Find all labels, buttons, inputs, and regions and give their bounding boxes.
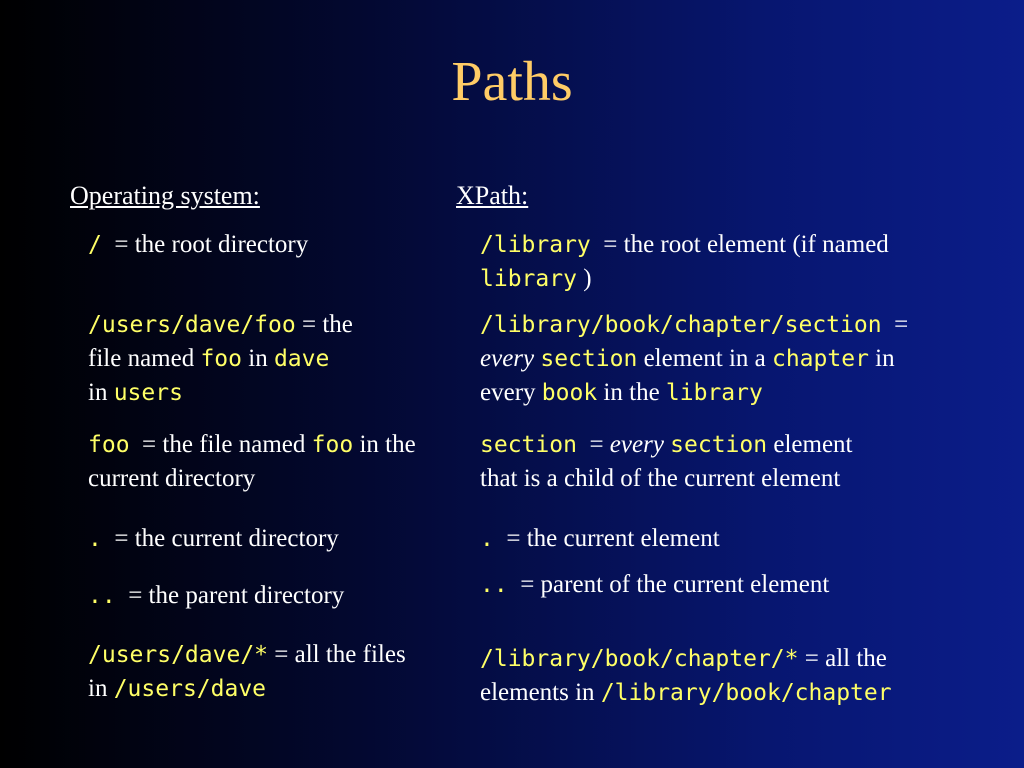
os-foo-item-code: foo — [88, 432, 130, 458]
os-foo-path-code: /users/dave/foo — [88, 312, 296, 338]
os-foo-item-text2: in the — [359, 431, 416, 458]
os-star-code2: /users/dave — [113, 676, 267, 702]
xpath-dotdot-text: = parent of the current element — [520, 571, 830, 598]
os-foo-path-item — [88, 308, 353, 410]
xpath-star-code: /library/book/chapter/* — [480, 646, 799, 672]
os-root-item — [88, 228, 308, 262]
os-root-text: = the root directory — [114, 231, 309, 258]
os-foo-item-text: = the file named — [142, 431, 306, 458]
os-dave-code: dave — [273, 346, 330, 372]
xpath-star-code2: /library/book/chapter — [600, 680, 892, 706]
xpath-every-emphasis: every — [480, 345, 535, 372]
xpath-root-code2: library — [480, 266, 577, 292]
os-foo-item-text3: current directory — [88, 465, 256, 492]
xpath-section-item-code: section — [480, 432, 577, 458]
xpath-dot-text: = the current element — [506, 525, 720, 552]
xpath-star-text: = all the — [804, 645, 887, 672]
os-star-item — [88, 638, 406, 706]
xpath-library-code: library — [665, 380, 763, 406]
os-dotdot-code: .. — [88, 583, 116, 609]
xpath-root-text: = the root element (if named — [603, 231, 889, 258]
os-heading: Operating system: — [70, 181, 260, 210]
xpath-star-item — [480, 642, 892, 710]
xpath-section-path-item — [480, 308, 908, 410]
xpath-section-item-text: = — [589, 431, 604, 458]
xpath-section-item-code2: section — [670, 432, 768, 458]
os-foo-path-text3: in — [248, 345, 268, 372]
os-users-code: users — [113, 380, 183, 406]
xpath-section-item — [480, 428, 853, 496]
xpath-dotdot-item — [480, 568, 829, 602]
xpath-section-path-text2: element in a — [643, 345, 766, 372]
xpath-section-path-text4: every — [480, 379, 536, 406]
xpath-dotdot-code: .. — [480, 572, 508, 598]
xpath-section-item-text3: that is a child of the current element — [480, 465, 841, 492]
xpath-section-item-text2: element — [773, 431, 853, 458]
xpath-dot-code: . — [480, 526, 494, 552]
xpath-star-text2: elements in — [480, 679, 595, 706]
xpath-heading: XPath: — [456, 181, 529, 210]
os-star-code: /users/dave/* — [88, 642, 269, 668]
xpath-section-path-text5: in the — [603, 379, 660, 406]
xpath-section-path-code: /library/book/chapter/section — [480, 312, 882, 338]
xpath-dot-item — [480, 522, 720, 556]
xpath-section-code: section — [540, 346, 638, 372]
os-dotdot-item — [88, 579, 344, 613]
xpath-section-every-emphasis: every — [609, 431, 664, 458]
os-foo-code: foo — [200, 346, 242, 372]
os-dot-code: . — [88, 526, 102, 552]
xpath-chapter-code: chapter — [771, 346, 869, 372]
os-foo-path-text: = the — [301, 311, 353, 338]
os-root-code: / — [88, 232, 102, 258]
os-dotdot-text: = the parent directory — [128, 582, 345, 609]
os-dot-item — [88, 522, 339, 556]
xpath-section-path-text3: in — [875, 345, 895, 372]
os-star-text: = all the files — [274, 641, 406, 668]
xpath-root-text2: ) — [583, 265, 592, 292]
xpath-root-item — [480, 228, 889, 296]
xpath-book-code: book — [541, 380, 598, 406]
os-star-text2: in — [88, 675, 108, 702]
xpath-root-code: /library — [480, 232, 591, 258]
os-foo-item — [88, 428, 416, 496]
slide-title: Paths — [451, 51, 573, 113]
os-foo-path-text2: file named — [88, 345, 195, 372]
os-dot-text: = the current directory — [114, 525, 339, 552]
os-foo-path-text4: in — [88, 379, 108, 406]
os-foo-item-code2: foo — [311, 432, 354, 458]
xpath-section-path-text: = — [894, 311, 909, 338]
